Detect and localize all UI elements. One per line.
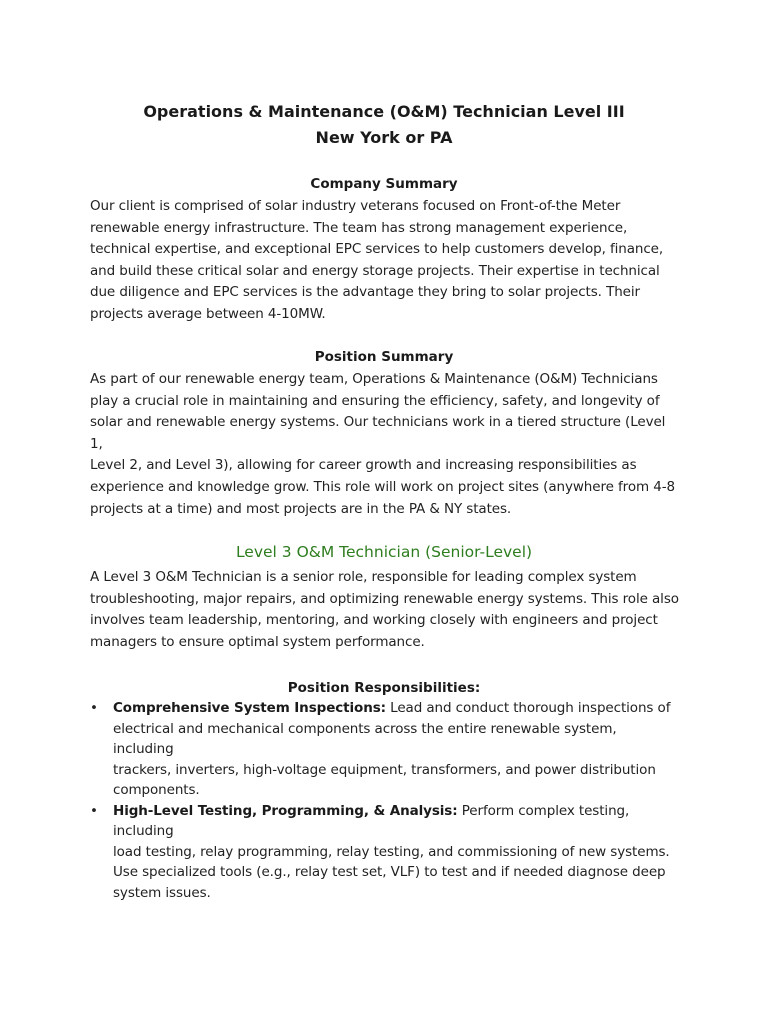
text-line: A Level 3 O&M Technician is a senior role, responsible for leading complex system	[90, 569, 637, 585]
bullet-icon: •	[90, 802, 98, 819]
text-line: technical expertise, and exceptional EPC services to help customers develop, finance,	[90, 241, 664, 258]
text-line: managers to ensure optimal system performance.	[90, 633, 425, 650]
text-line: As part of our renewable energy team, Operations & Maintenance (O&M) Technicians	[90, 371, 658, 387]
text-line: projects average between 4-10MW.	[90, 305, 326, 322]
text-line: troubleshooting, major repairs, and optimizing renewable energy systems. This role also	[90, 590, 679, 607]
text-line: renewable energy infrastructure. The team has strong management experience,	[90, 219, 628, 236]
text-line: system issues.	[113, 884, 211, 901]
text-line: and build these critical solar and energy storage projects. Their expertise in technical	[90, 262, 660, 279]
text-line: projects at a time) and most projects are in the PA & NY states.	[90, 500, 512, 517]
list-item	[90, 801, 680, 904]
text-line: components.	[113, 782, 200, 798]
text-line: involves team leadership, mentoring, and working closely with engineers and project	[90, 612, 658, 629]
level3-heading: Level 3 O&M Technician (Senior-Level)	[235, 543, 533, 561]
bullet-text: Perform complex testing, including	[113, 802, 630, 839]
company-summary-text	[90, 196, 680, 326]
bullet-text: Lead and conduct thorough inspections of	[385, 700, 671, 716]
bullet-icon: •	[90, 700, 98, 716]
text-line: experience and knowledge grow. This role will work on project sites (anywhere from 4-8	[90, 478, 675, 495]
text-line	[113, 698, 680, 719]
company-summary-heading: Company Summary	[310, 176, 458, 192]
position-summary-text	[90, 369, 680, 520]
responsibilities-heading: Position Responsibilities:	[287, 680, 481, 696]
bullet-title: High-Level Testing, Programming, & Analysis:	[113, 802, 458, 819]
list-item	[90, 698, 680, 801]
text-line	[113, 801, 680, 842]
text-line: load testing, relay programming, relay testing, and commissioning of new systems.	[113, 843, 670, 860]
job-title: Operations & Maintenance (O&M) Technician Level III	[143, 102, 625, 121]
text-line: Our client is comprised of solar industry veterans focused on Front-of-the Meter	[90, 198, 621, 214]
responsibilities-list	[90, 698, 680, 903]
text-line: due diligence and EPC services is the advantage they bring to solar projects. Their	[90, 284, 640, 301]
position-summary-heading: Position Summary	[314, 349, 454, 365]
job-location: New York or PA	[315, 128, 453, 147]
level3-text	[90, 567, 680, 653]
text-line: play a crucial role in maintaining and ensuring the efficiency, safety, and longevity of	[90, 392, 660, 409]
text-line: Level 2, and Level 3), allowing for career growth and increasing responsibilities as	[90, 457, 637, 474]
bullet-title: Comprehensive System Inspections:	[113, 700, 386, 716]
text-line: solar and renewable energy systems. Our technicians work in a tiered structure (Level 1,	[90, 414, 666, 452]
text-line: trackers, inverters, high-voltage equipment, transformers, and power distribution	[113, 761, 656, 778]
text-line: Use specialized tools (e.g., relay test set, VLF) to test and if needed diagnose deep	[113, 864, 666, 880]
text-line: electrical and mechanical components across the entire renewable system, including	[113, 720, 617, 757]
